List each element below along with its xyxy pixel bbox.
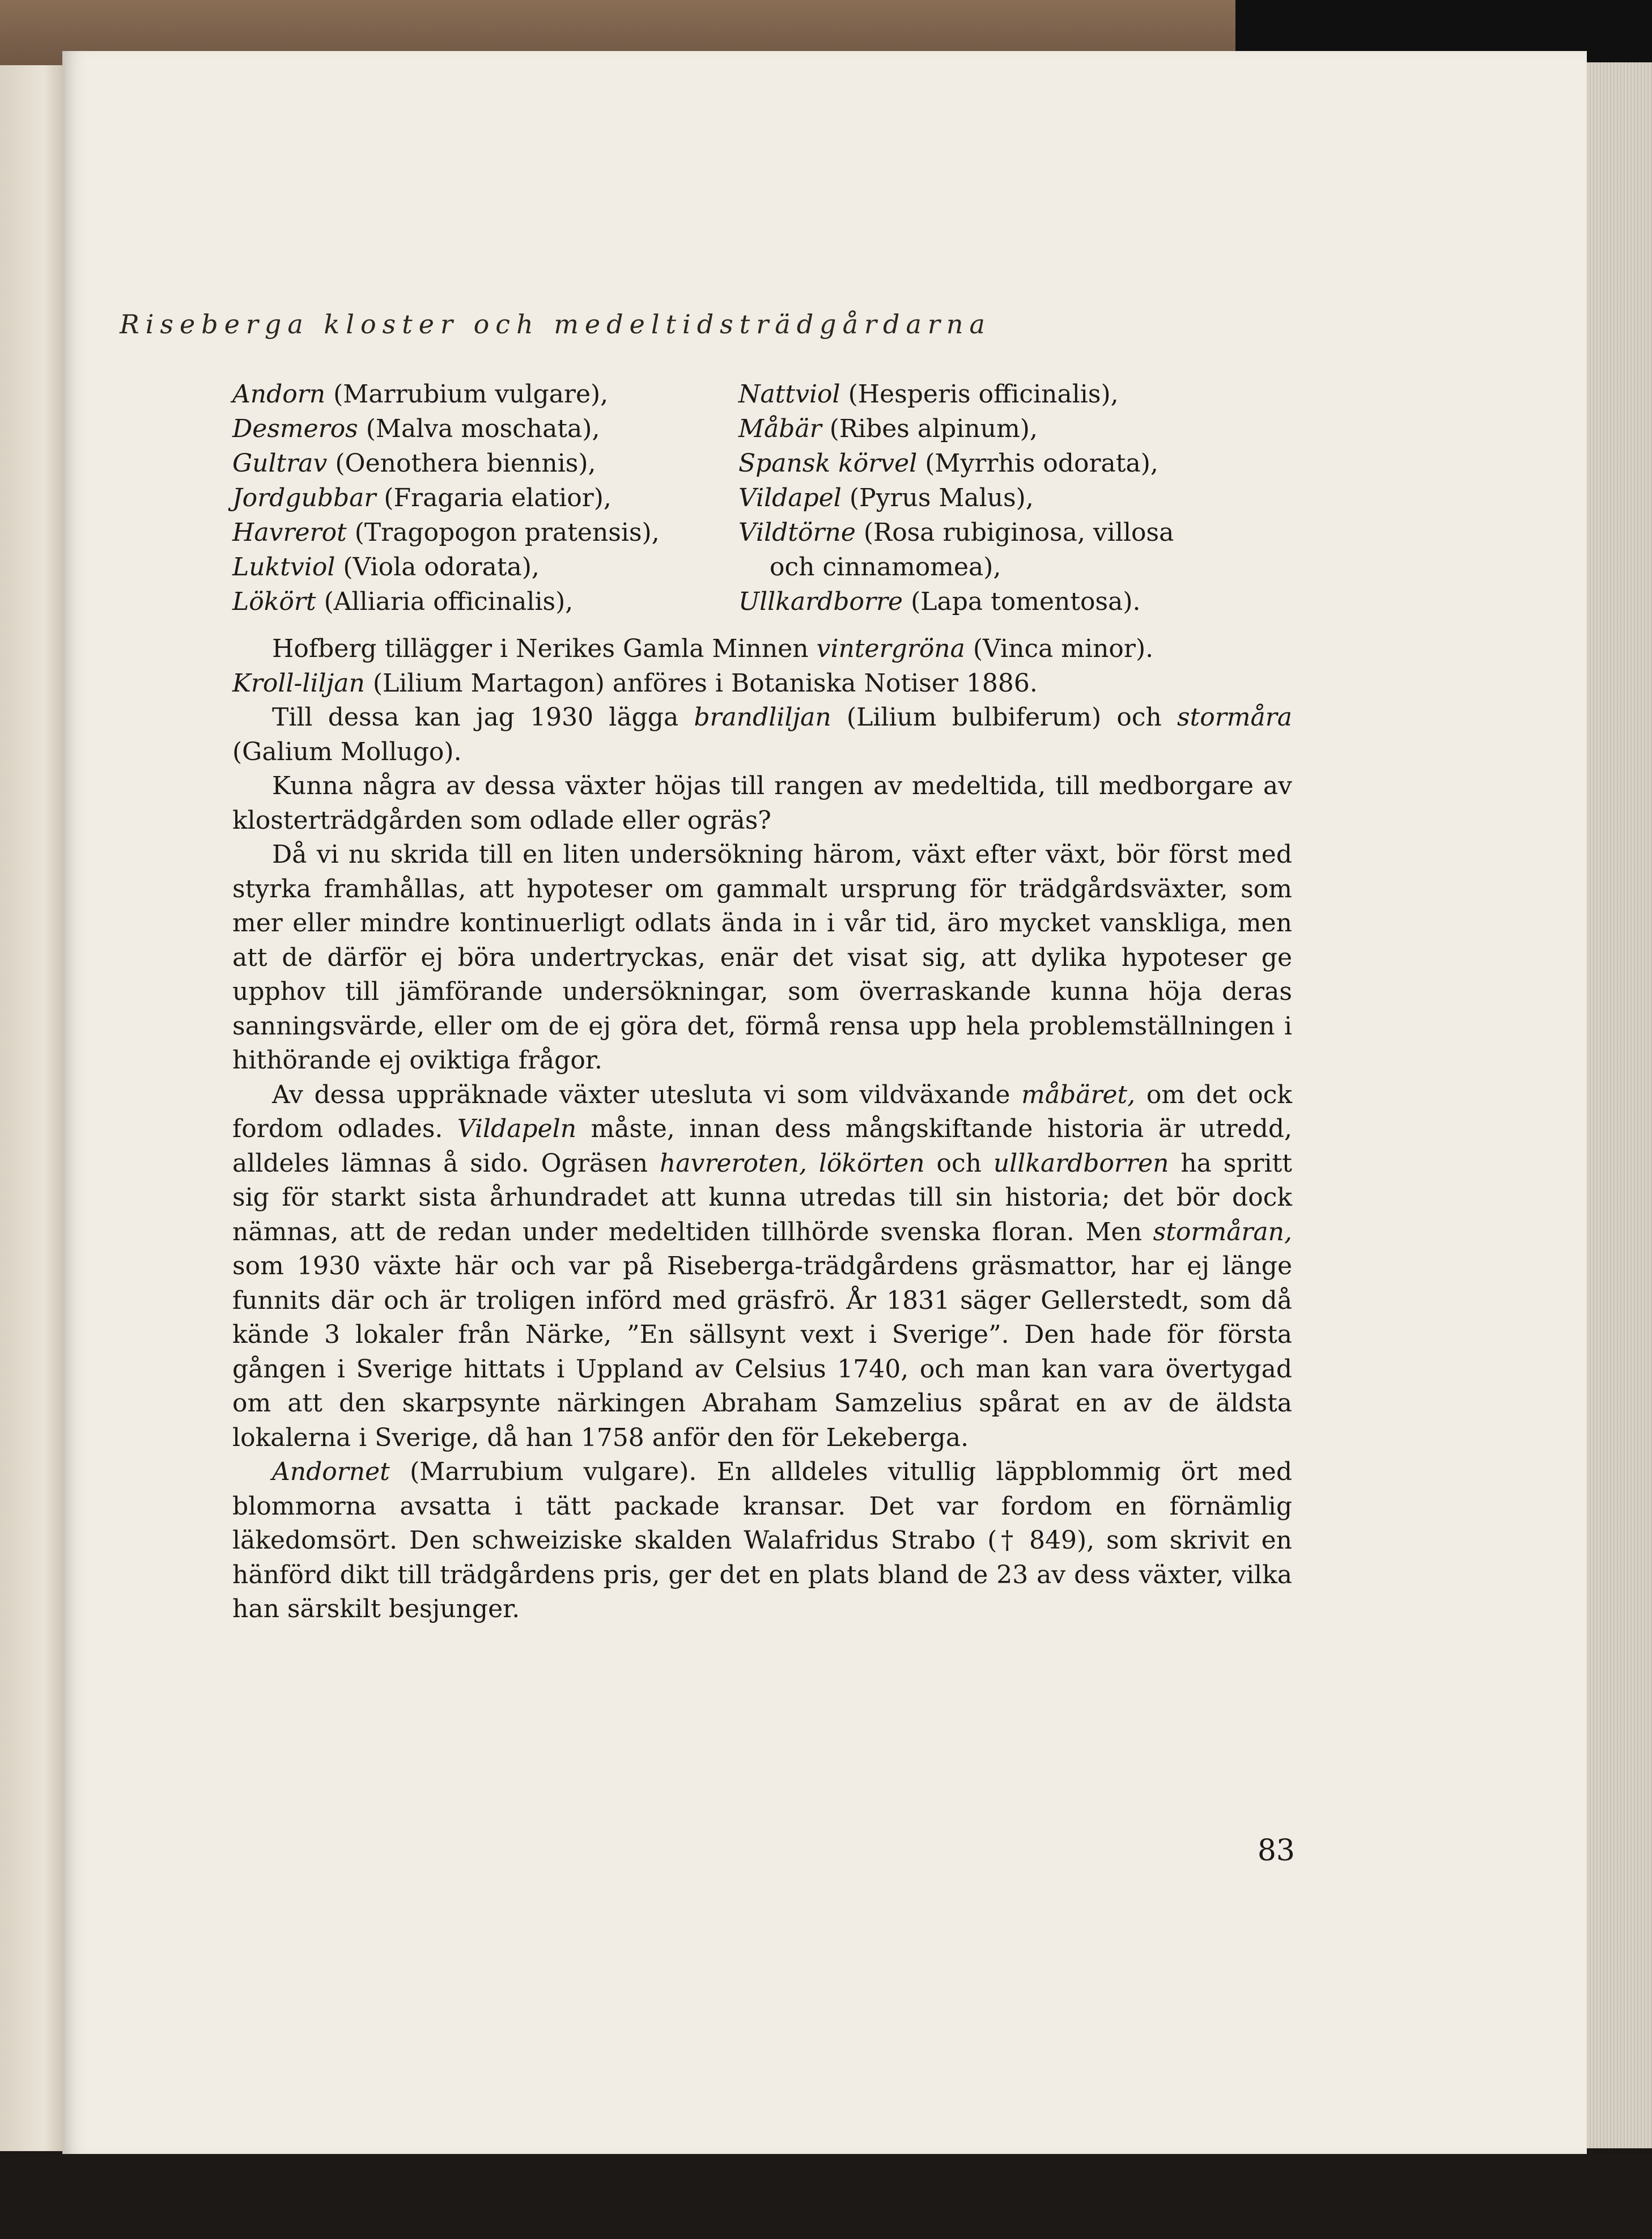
facing-page-edge (0, 65, 62, 2151)
plant-list-left-column (232, 377, 742, 619)
paragraph: Av dessa uppräknade växter utesluta vi som vildväxande måbäret, om det ock fordom odlades. Vildapeln måste, innan dess mångskiftande historia är utredd, alldeles lämnas å sido. Ogräsen havreroten, lökörten och ullkardborren ha spritt sig för starkt sista århundradet att kunna utredas till sin historia; det bör dock nämnas, att de redan under medeltiden tillhörde svenska floran. Men stormåran, som 1930 växte här och var på Riseberga-trädgårdens gräsmattor, har ej länge funnits där och är troligen införd med gräsfrö. År 1831 säger Gellerstedt, som då kände 3 lokaler från Närke, ”En sällsynt vext i Sverige”. Den hade för första gången i Sverige hittats i Uppland av Celsius 1740, och man kan vara övertygad om att den skarpsynte närkingen Abraham Samzelius spårat en av de äldsta lokalerna i Sverige, då han 1758 anför den för Lekeberga. (232, 1080, 1293, 1452)
page-number: 83 (1257, 1834, 1295, 1868)
paragraph: Hofberg tillägger i Nerikes Gamla Minnen vintergröna (Vinca minor). (272, 634, 1154, 663)
paragraph: Kunna några av dessa växter höjas till rangen av medeltida, till medborgare av klosterträdgården som odlade eller ogräs? (232, 771, 1292, 835)
list-item: Spansk körvel (Myrrhis odorata), (738, 449, 1158, 478)
list-item: Lökört (Alliaria officinalis), (232, 587, 574, 616)
list-item: Vildtörne (Rosa rubiginosa, villosa (738, 518, 1174, 547)
list-item: Jordgubbar (Fragaria elatior), (232, 484, 611, 512)
plant-list-right-column (738, 377, 1282, 619)
list-item: Luktviol (Viola odorata), (232, 553, 540, 582)
list-item: Gultrav (Oenothera biennis), (232, 449, 596, 478)
list-item-continuation: och cinnamomea), (770, 553, 1001, 582)
running-head: Riseberga kloster och medeltidsträdgårdarna (120, 309, 991, 340)
book-page (62, 51, 1587, 2154)
list-item: Ullkardborre (Lapa tomentosa). (738, 587, 1141, 616)
list-item: Desmeros (Malva moschata), (232, 414, 600, 443)
page-stack-edges (1581, 62, 1652, 2148)
list-item: Vildapel (Pyrus Malus), (738, 484, 1034, 512)
list-item: Havrerot (Tragopogon pratensis), (232, 518, 660, 547)
list-item: Nattviol (Hesperis officinalis), (738, 380, 1119, 409)
paragraph: Till dessa kan jag 1930 lägga brandliljan (Lilium bulbiferum) och stormåra (Galium Mollugo). (232, 703, 1292, 766)
paragraph: Då vi nu skrida till en liten undersökning härom, växt efter växt, bör först med styrka framhållas, att hypoteser om gammalt ursprung för trädgårdsväxter, som mer eller mindre kontinuerligt odlats ända in i vår tid, äro mycket vanskliga, men att de därför ej böra undertryckas, enär det visat sig, att dylika hypoteser ge upphov till jämförande undersökningar, som överraskande kunna höja deras sanningsvärde, eller om de ej göra det, förmå rensa upp hela problemställningen i hithörande ej oviktiga frågor. (232, 840, 1292, 1075)
paragraph: Andornet (Marrubium vulgare). En alldeles vitullig läppblommig ört med blommorna avsatta i tätt packade kransar. Det var fordom en förnämlig läkedomsört. Den schweiziske skalden Walafridus Strabo († 849), som skrivit en hänförd dikt till trädgårdens pris, ger det en plats bland de 23 av dess växter, vilka han särskilt besjunger. (232, 1457, 1292, 1623)
body-text (232, 632, 1292, 1627)
table-surface (0, 2154, 1652, 2239)
list-item: Andorn (Marrubium vulgare), (232, 380, 609, 409)
paragraph: Kroll-liljan (Lilium Martagon) anföres i Botaniska Notiser 1886. (232, 668, 1038, 698)
list-item: Måbär (Ribes alpinum), (738, 414, 1038, 443)
